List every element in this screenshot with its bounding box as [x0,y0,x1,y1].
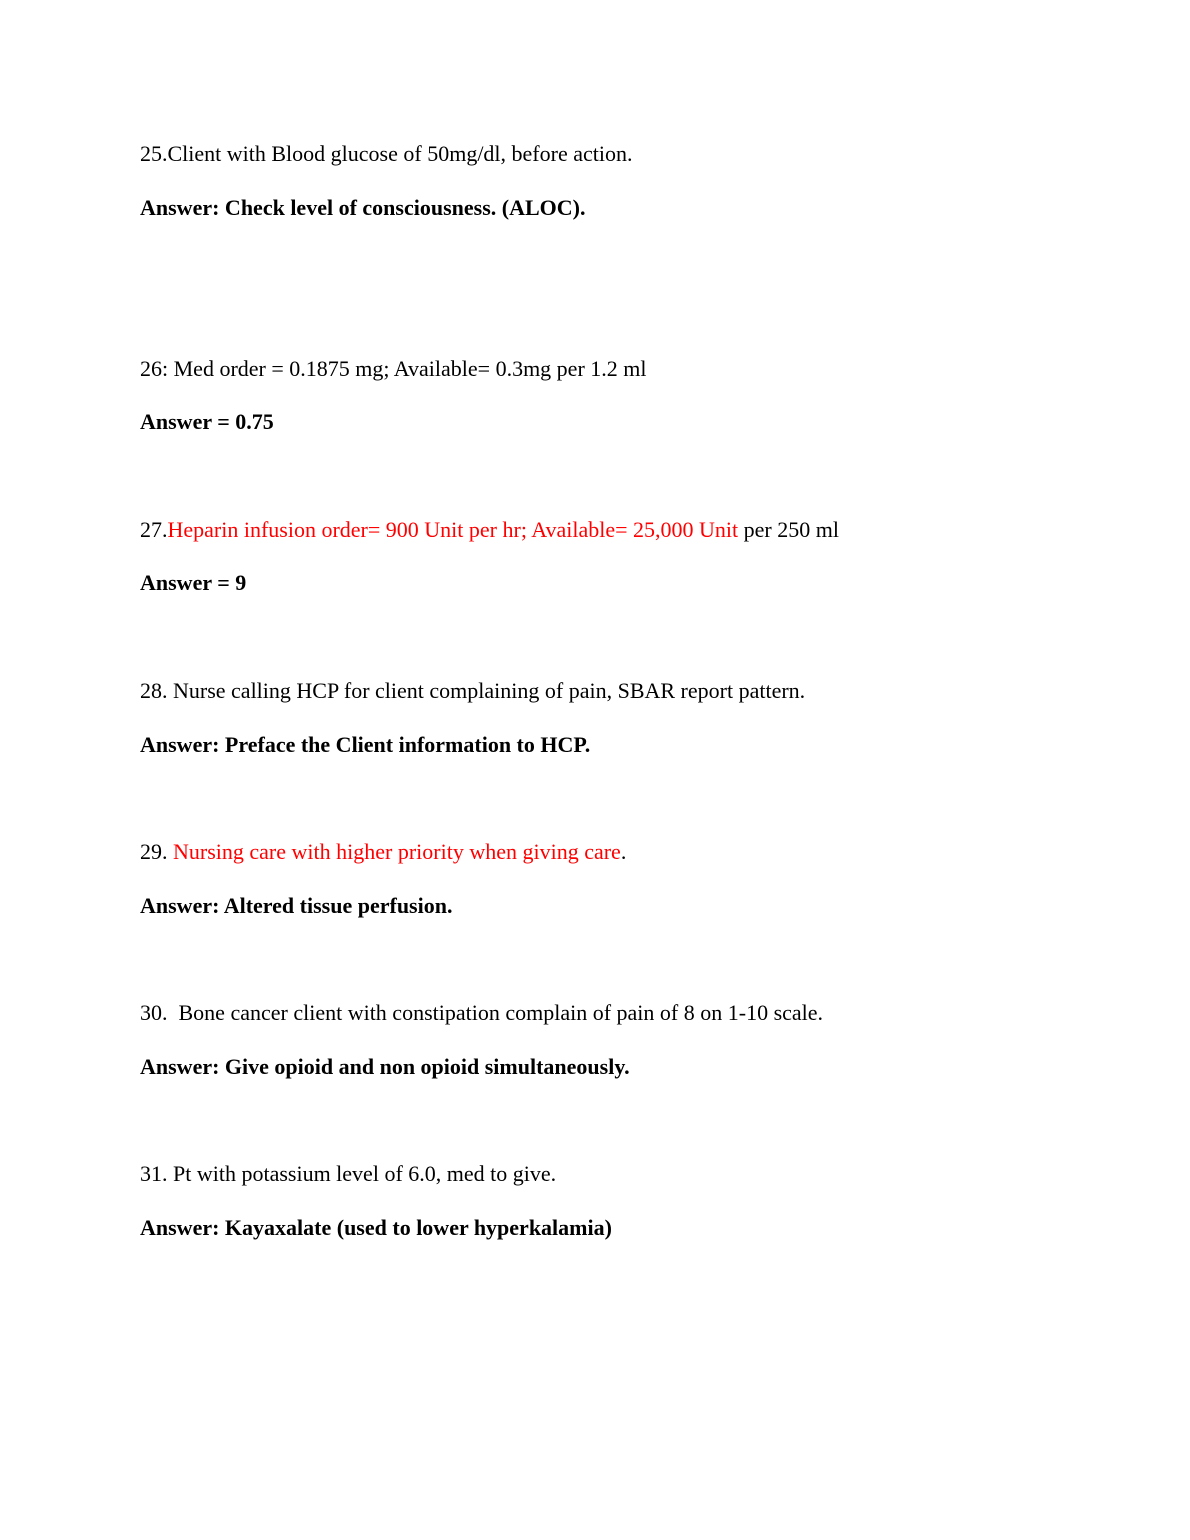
question-27-suffix: per 250 ml [738,517,839,542]
question-29-highlight: Nursing care with higher priority when giving care [173,839,621,864]
question-30 [140,1000,823,1026]
question-29-suffix: . [620,839,627,864]
question-28 [140,678,805,704]
question-29 [140,839,626,865]
answer-26: Answer = 0.75 [140,409,274,434]
question-27 [140,517,839,543]
question-31-text: 31. Pt with potassium level of 6.0, med to give. [140,1161,557,1186]
answer-31: Answer: Kayaxalate (used to lower hyperkalamia) [140,1215,612,1240]
question-27-prefix: 27. [140,517,168,542]
question-28-text: 28. Nurse calling HCP for client complaining of pain, SBAR report pattern. [140,678,806,703]
question-27-highlight: Heparin infusion order= 900 Unit per hr; Available= 25,000 Unit [167,517,739,542]
answer-28: Answer: Preface the Client information to HCP. [140,732,591,757]
answer-30: Answer: Give opioid and non opioid simultaneously. [140,1054,630,1079]
question-25 [140,141,632,167]
question-31 [140,1161,556,1187]
answer-29: Answer: Altered tissue perfusion. [140,893,453,918]
question-30-text: 30. Bone cancer client with constipation complain of pain of 8 on 1-10 scale. [140,1000,824,1025]
answer-27: Answer = 9 [140,570,247,595]
question-26-text: 26: Med order = 0.1875 mg; Available= 0.3mg per 1.2 ml [140,356,647,381]
question-29-prefix: 29. [140,839,173,864]
answer-25: Answer: Check level of consciousness. (ALOC). [140,195,586,220]
question-25-text: 25.Client with Blood glucose of 50mg/dl, before action. [140,141,633,166]
question-26 [140,356,647,382]
